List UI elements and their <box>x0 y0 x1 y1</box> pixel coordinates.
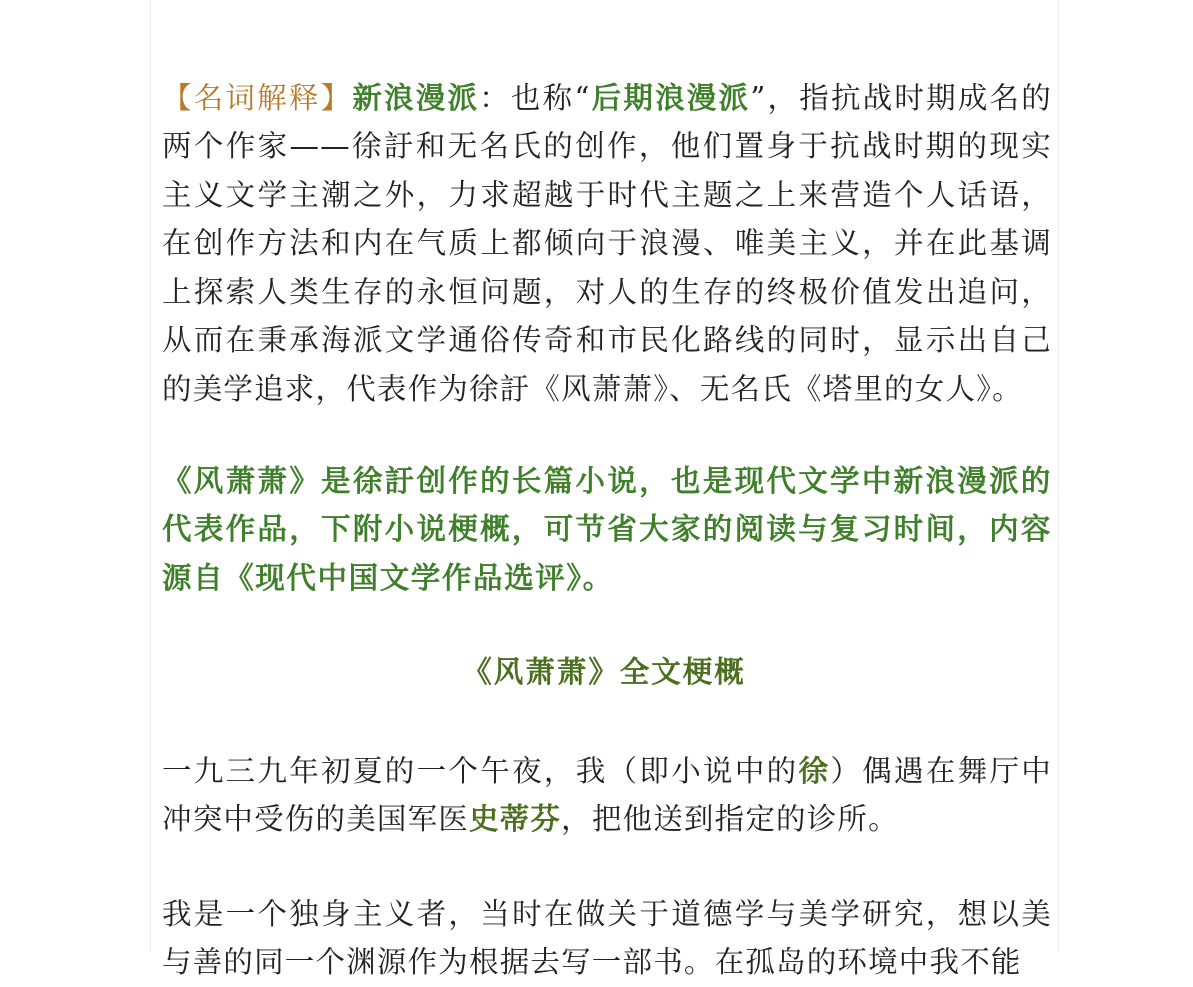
term-definition-paragraph <box>162 74 1052 414</box>
page-edge-left <box>150 0 151 952</box>
term-alias: 后期浪漫派 <box>590 79 751 115</box>
synopsis-text: ）偶遇在舞厅中冲突中受伤的美国军医 <box>162 753 1052 836</box>
term-separator: ：也称“ <box>479 80 591 115</box>
character-name: 史蒂芬 <box>469 801 562 836</box>
section-heading: 《风萧萧》全文梗概 <box>462 653 746 689</box>
term-name: 新浪漫派 <box>352 79 480 115</box>
term-tag: 【名词解释】 <box>162 80 353 115</box>
character-name: 徐 <box>798 752 831 788</box>
synopsis-text: ，把他送到指定的诊所。 <box>561 802 899 836</box>
synopsis-paragraph-1 <box>162 747 1052 844</box>
term-definition-body: ”，指抗战时期成名的两个作家——徐訏和无名氏的创作，他们置身于抗战时期的现实主义文学主潮之外，力求超越于时代主题之上来营造个人话语，在创作方法和内在气质上都倾向于浪漫、唯美主义，并在此基调上探索人类生存的永恒问题，对人的生存的终极价值发出追问，从而在秉承海派文学通俗传奇和市民化路线的同时，显示出自己的美学追求，代表作为徐訏《风萧萧》、无名氏《塔里的女人》。 <box>162 80 1052 406</box>
synopsis-paragraph-2: 我是一个独身主义者，当时在做关于道德学与美学研究，想以美与善的同一个渊源作为根据去写一部书。在孤岛的环境中我不能 <box>162 896 1052 979</box>
page-edge-right <box>1058 0 1059 952</box>
novel-intro-note: 《风萧萧》是徐訏创作的长篇小说，也是现代文学中新浪漫派的代表作品，下附小说梗概，可节省大家的阅读与复习时间，内容源自《现代中国文学作品选评》。 <box>162 462 1052 595</box>
synopsis-text: 一九三九年初夏的一个午夜，我（即小说中的 <box>162 753 799 788</box>
